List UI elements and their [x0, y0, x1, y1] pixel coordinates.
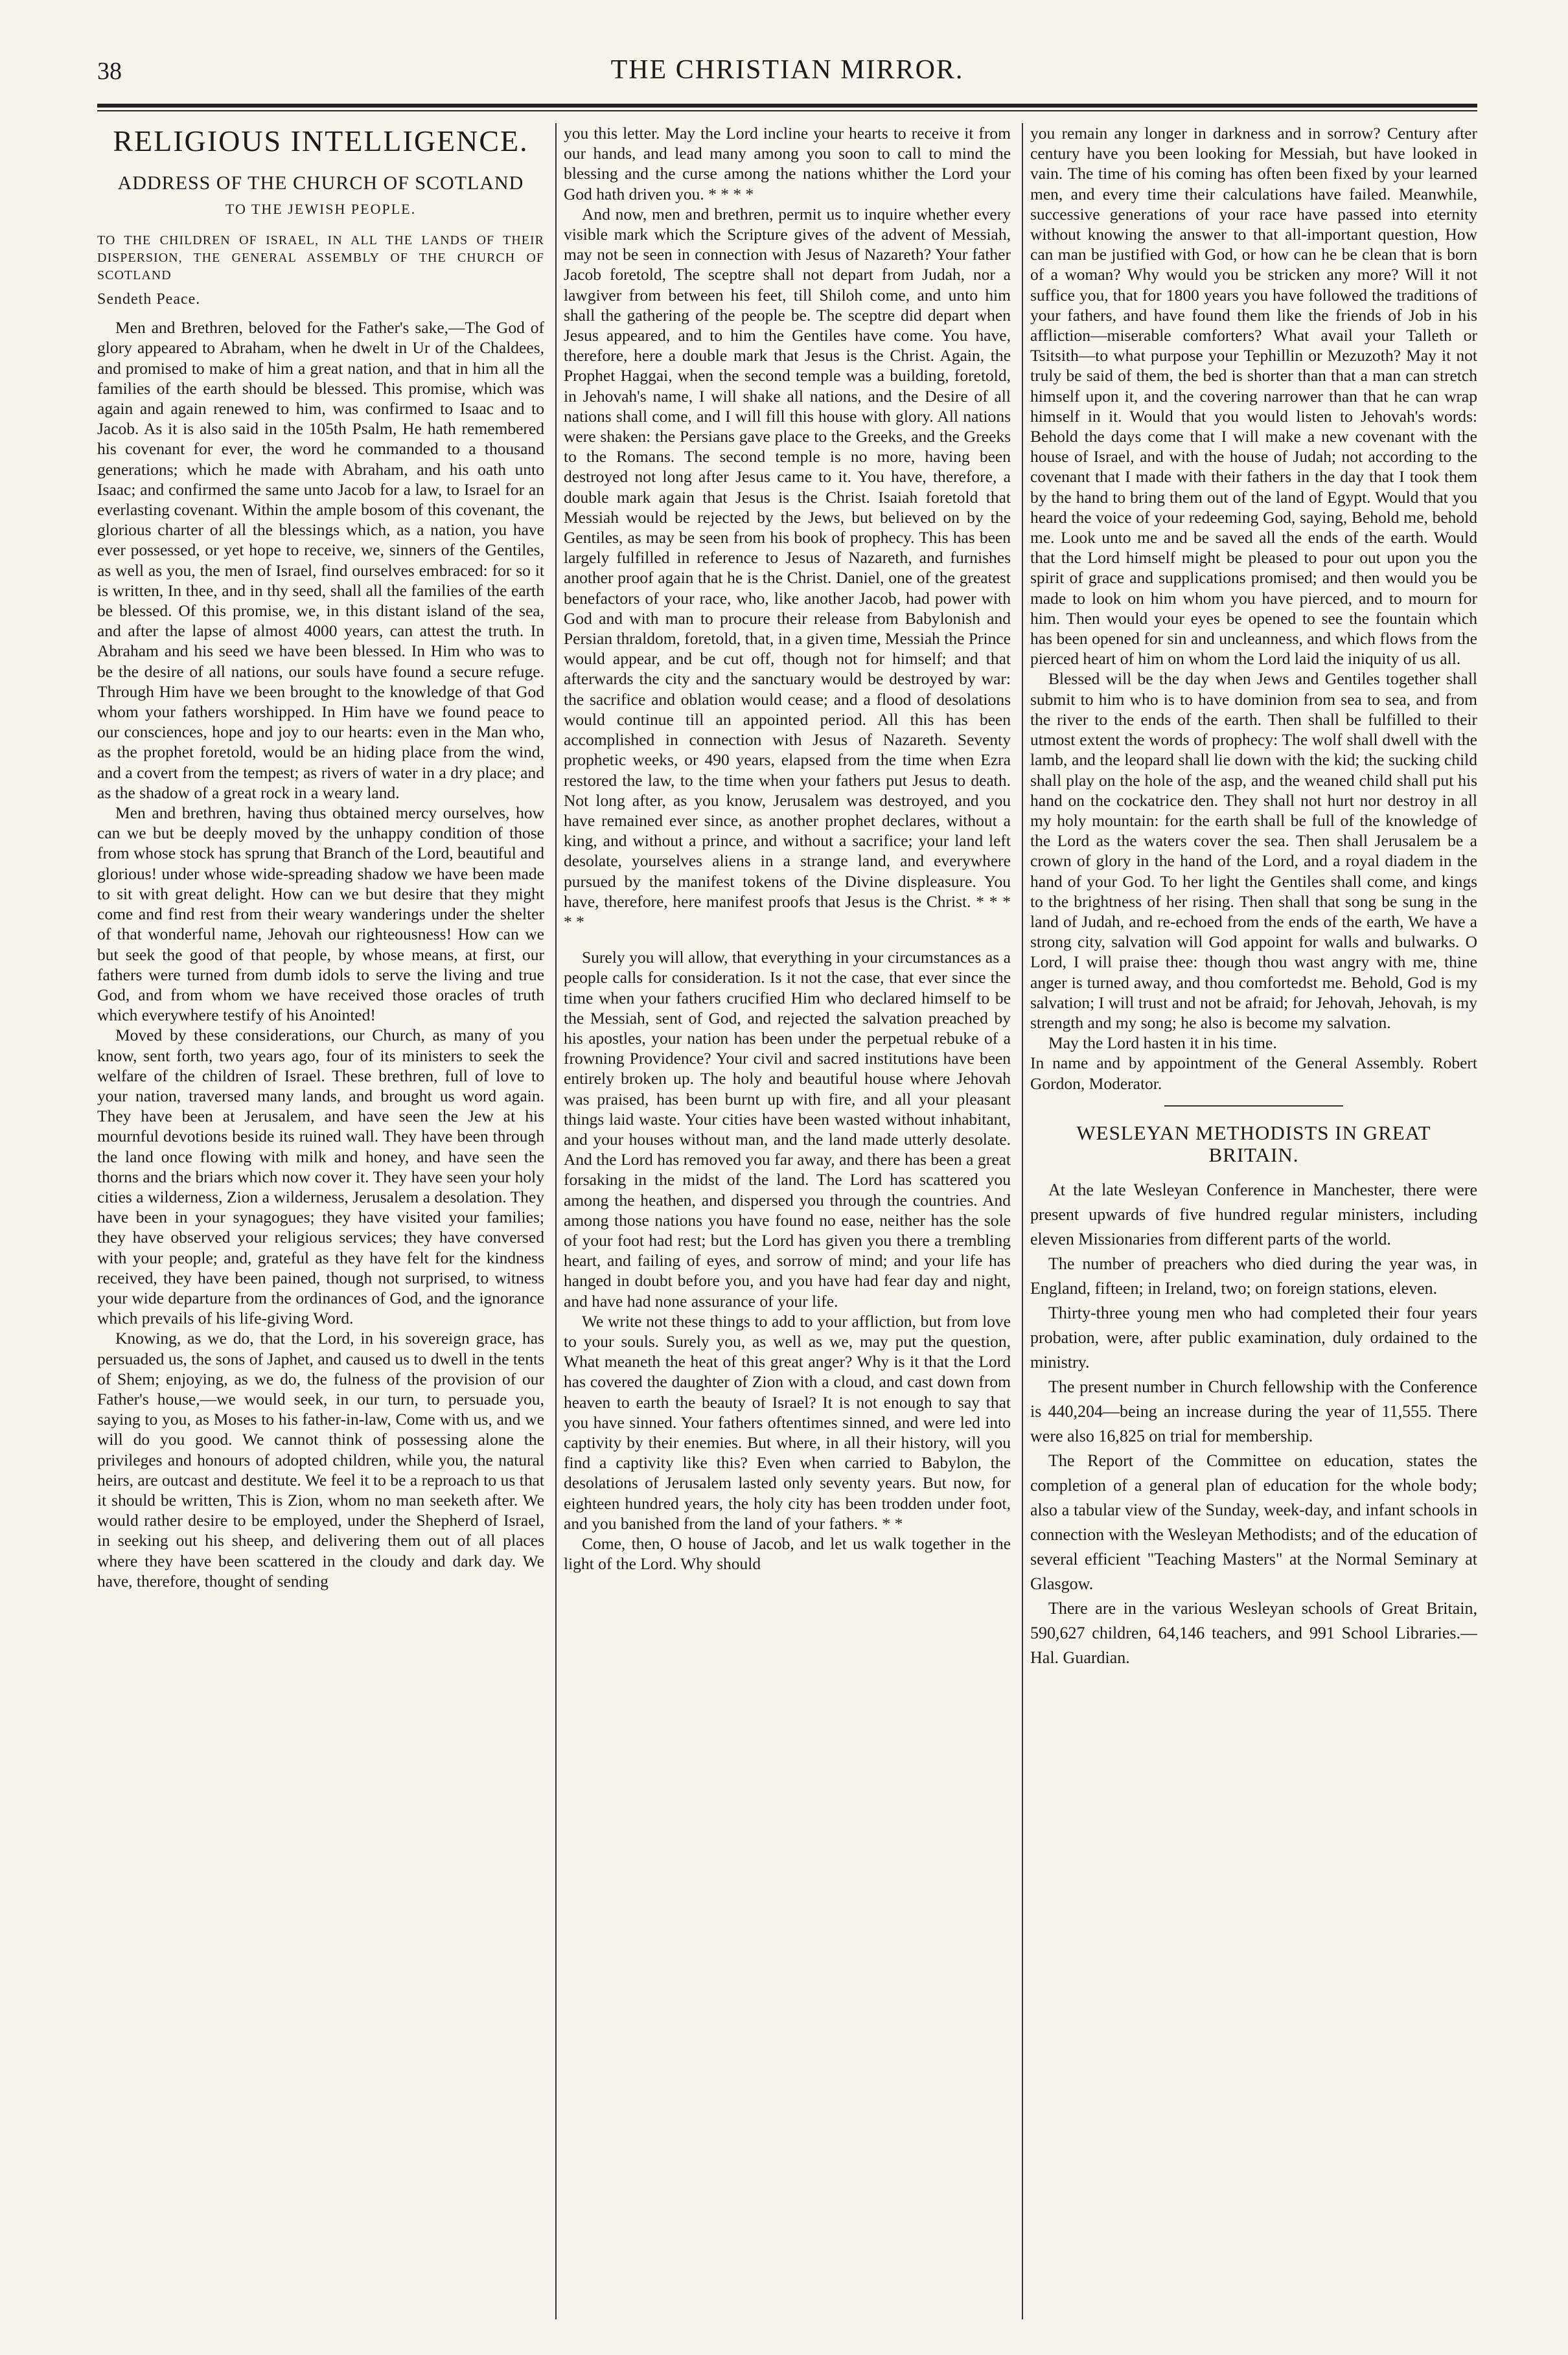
- paragraph: Surely you will allow, that everything in your circumstances as a people calls for consideration. Is it not the case, that ever since the time when your fathers crucified Him who declared himself to be the Messiah, sent of God, and rejected the salvation preached by his apostles, your nation has been under the perpetual rebuke of a frowning Providence? Your civil and sacred institutions have been entirely broken up. The holy and beautiful house where Jehovah was praised, has been burnt up with fire, and all your pleasant things laid waste. Your cities have been wasted without inhabitant, and your houses without man, and the land made utterly desolate. And the Lord has removed you far away, and there has been a great forsaking in the midst of the land. The Lord has scattered you among the heathen, and dispersed you through the countries. And among those nations you have found no ease, neither has the sole of your foot had rest; but the Lord has given you there a trembling heart, and failing of eyes, and sorrow of mind; and your life has hanged in doubt before you, and you have had fear day and night, and have had none assurance of your life.: [564, 948, 1011, 1311]
- column-divider: [555, 123, 557, 2319]
- column-3: [1030, 123, 1477, 2319]
- paragraph: Come, then, O house of Jacob, and let us walk together in the light of the Lord. Why should: [564, 1534, 1011, 1574]
- running-title: THE CHRISTIAN MIRROR.: [610, 55, 964, 85]
- paragraph: Knowing, as we do, that the Lord, in his sovereign grace, has persuaded us, the sons of Japhet, and caused us to dwell in the tents of Shem; enjoying, as we do, the fulness of the provision of our Father's house,—we would seek, in our turn, to persuade you, saying to you, as Moses to his father-in-law, Come with us, and we will do you good. We cannot think of possessing alone the privileges and honours of adopted children, while you, the natural heirs, are outcast and destitute. We feel it to be a reproach to us that it should be written, This is Zion, whom no man seeketh after. We would rather desire to be employed, under the Shepherd of Israel, in seeking out his sheep, and delivering them out of all places where they have been scattered in the cloudy and dark day. We have, therefore, thought of sending: [97, 1329, 544, 1591]
- article-subtitle-2: TO THE JEWISH PEOPLE.: [225, 201, 417, 217]
- header-rule-thin: [97, 110, 1477, 111]
- paragraph: you remain any longer in darkness and in sorrow? Century after century have you been looking for Messiah, but have looked in vain. The time of his coming has often been fixed by your learned men, and every time their calculations have failed. Meanwhile, successive generations of your race have passed into eternity without knowing the answer to that all-important question, How can man be justified with God, or how can he be clean that is born of a woman? Why would you be stricken any more? Will it not suffice you, that for 1800 years you have followed the traditions of your fathers, and have found them like the friends of Job in his affliction—miserable comforters? What avail your Talleth or Tsitsith—to what purpose your Tephillin or Mezuzoth? May it not truly be said of them, the bed is shorter than that a man can stretch himself upon it, and the covering narrower than that he can wrap himself in it. Would that you would listen to Jehovah's words: Behold the days come that I will make a new covenant with the house of Israel, and with the house of Judah; not according to the covenant that I made with their fathers in the day that I took them by the hand to bring them out of the land of Egypt. Would that you heard the voice of your redeeming God, saying, Behold me, behold me. Look unto me and be saved all the ends of the earth. Would that the Lord himself might be pleased to pour out upon you the spirit of grace and supplications promised; and then would you be made to look on him whom you have pierced, and to mourn for him. Then would your eyes be opened to see the fountain which has been opened for sin and uncleanness, and which flows from the pierced heart of him on whom the Lord laid the iniquity of us all.: [1030, 124, 1477, 669]
- address-recipients: TO THE CHILDREN OF ISRAEL, IN ALL THE LANDS OF THEIR DISPERSION, THE GENERAL ASSEMBLY OF THE CHURCH OF SCOTLAND: [97, 233, 544, 282]
- paragraph: Men and Brethren, beloved for the Father's sake,—The God of glory appeared to Abraham, when he dwelt in Ur of the Chaldees, and promised to make of him a great nation, and that in him all the families of the earth should be blessed. This promise, which was again and again renewed to him, was confirmed to Isaac and to Jacob. As it is also said in the 105th Psalm, He hath remembered his covenant for ever, the word he commanded to a thousand generations; which he made with Abraham, and his oath unto Isaac; and confirmed the same unto Jacob for a law, to Israel for an everlasting covenant. Within the ample bosom of this covenant, the glorious charter of all the blessings which, as a nation, you have ever possessed, or yet hope to receive, we, sinners of the Gentiles, as well as you, the men of Israel, find ourselves embraced: for so it is written, In thee, and in thy seed, shall all the families of the earth be blessed. Of this promise, we, in this distant island of the sea, and after the lapse of almost 4000 years, can attest the truth. In Abraham and his seed we have been blessed. In Him who was to be the desire of all nations, our souls have found a secure refuge. Through Him have we been brought to the knowledge of that God whom your fathers worshipped. In Him have we found peace to our consciences, hope and joy to our hearts: even in the Man who, as the prophet foretold, would be an hiding place from the wind, and a covert from the tempest; as rivers of water in a dry place; and as the shadow of a great rock in a weary land.: [97, 318, 544, 802]
- greeting: Sendeth Peace.: [97, 291, 201, 308]
- page-header: [97, 52, 1477, 97]
- column-2: [564, 123, 1011, 2319]
- column-divider: [1022, 123, 1023, 2319]
- section-title: RELIGIOUS INTELLIGENCE.: [113, 124, 529, 157]
- paragraph: And now, men and brethren, permit us to inquire whether every visible mark which the Scripture gives of the advent of Messiah, may not be seen in connection with Jesus of Nazareth? Your father Jacob foretold, The sceptre shall not depart from Judah, nor a lawgiver from between his feet, till Shiloh come, and unto him shall the gathering of the people be. The sceptre did depart when Jesus appeared, and to him the Gentiles have come. You have, therefore, here a double mark that Jesus is the Christ. Again, the Prophet Haggai, when the second temple was a building, foretold, in Jehovah's name, I will shake all nations, and the Desire of all nations shall come, and I will fill this house with glory. All nations were shaken: the Persians gave place to the Greeks, and the Greeks to the Romans. The second temple is no more, having been destroyed not long after Jesus came to it. You have, therefore, a double mark again that Jesus is the Christ. Isaiah foretold that Messiah would be rejected by the Jews, but believed on by the Gentiles, as may be seen from his book of prophecy. This has been largely fulfilled in reference to Jesus of Nazareth, and furnishes another proof again that he is the Christ. Daniel, one of the greatest benefactors of your race, who, like another Jacob, had power with God and with man to procure their release from Babylonish and Persian thraldom, foretold, that, in a given time, Messiah the Prince would appear, and be cut off, though not for himself; and that afterwards the city and the sanctuary would be destroyed by war: the sacrifice and oblation would cease; and a flood of desolations would continue till an appointed period. All this has been accomplished in connection with Jesus of Nazareth. Seventy prophetic weeks, or 490 years, elapsed from the time when Ezra restored the law, to the time when your fathers put Jesus to death. Not long after, as you know, Jerusalem was destroyed, and you have remained ever since, as another prophet declares, without a king, and without a prince, and without a sacrifice; your land left desolate, yourselves aliens in a strange land, and everywhere pursued by the manifest tokens of the Divine displeasure. You have, therefore, here manifest proofs that Jesus is the Christ. * * * * *: [564, 204, 1011, 931]
- paragraph: The Report of the Committee on education, states the completion of a general plan of education for the whole body; also a tabular view of the Sunday, week-day, and infant schools in connection with the Wesleyan Methodists; and of the education of several efficient "Teaching Masters" at the Normal Seminary at Glasgow.: [1030, 1451, 1477, 1593]
- paragraph: Moved by these considerations, our Church, as many of you know, sent forth, two years ago, four of its ministers to seek the welfare of the children of Israel. These brethren, full of love to your nation, traversed many lands, and brought us word again. They have been at Jerusalem, and have seen the Jew at his mournful devotions beside its ruined wall. They have been through the land once flowing with milk and honey, and have seen the thorns and the briars which now cover it. They have seen your holy cities a wilderness, Zion a wilderness, Jerusalem a desolation. They have been in your synagogues; they have visited your families; they have observed your religious services; they have conversed with your people; and, grateful as they have felt for the kindness received, they have been pained, though not surprised, to witness your wide departure from the ordinances of God, and the ignorance which prevails of his life-giving Word.: [97, 1026, 544, 1328]
- article-subtitle: ADDRESS OF THE CHURCH OF SCOTLAND: [117, 172, 524, 194]
- paragraph: Blessed will be the day when Jews and Gentiles together shall submit to him who is to have dominion from sea to sea, and from the river to the ends of the earth. Then shall be fulfilled to their utmost extent the words of prophecy: The wolf shall dwell with the lamb, and the leopard shall lie down with the kid; the sucking child shall play on the hole of the asp, and the weaned child shall put his hand on the cockatrice den. They shall not hurt nor destroy in all my holy mountain: for the earth shall be full of the knowledge of the Lord as the waters cover the sea. Then shall Jerusalem be a crown of glory in the hand of the Lord, and a royal diadem in the hand of your God. To her light the Gentiles shall come, and kings to the brightness of her rising. Then shall that song be sung in the land of Judah, and re-echoed from the ends of the earth, We have a strong city, salvation will God appoint for walls and bulwarks. O Lord, I will praise thee: though thou wast angry with me, thine anger is turned away, and thou comfortedst me. Behold, God is my salvation; I will trust and not be afraid; for Jehovah, Jehovah, is my strength and my song; he also is become my salvation.: [1030, 669, 1477, 1032]
- paragraph: Thirty-three young men who had completed their four years probation, were, after public examination, duly ordained to the ministry.: [1030, 1303, 1477, 1372]
- paragraph: We write not these things to add to your affliction, but from love to your souls. Surely you, as well as we, may put the question, What meaneth the heat of this great anger? Why is it that the Lord has covered the daughter of Zion with a cloud, and cast down from heaven to earth the beauty of Israel? It is not enough to say that you have sinned. Your fathers oftentimes sinned, and were led into captivity by their enemies. But where, in all their history, will you find a captivity like this? Even when carried to Babylon, the desolations of Jerusalem lasted only seventy years. But now, for eighteen hundred years, the holy city has been trodden under foot, and you banished from the land of your fathers. * *: [564, 1311, 1011, 1533]
- header-rule: [97, 104, 1477, 108]
- paragraph: you this letter. May the Lord incline your hearts to receive it from our hands, and lead many among you soon to call to mind the blessing and the curse among the nations whither the Lord your God hath driven you. * * * *: [564, 124, 1011, 203]
- paragraph: The present number in Church fellowship with the Conference is 440,204—being an increase during the year of 11,555. There were also 16,825 on trial for membership.: [1030, 1377, 1477, 1445]
- paragraph: The number of preachers who died during the year was, in England, fifteen; in Ireland, two; on foreign stations, eleven.: [1030, 1254, 1477, 1298]
- paragraph: There are in the various Wesleyan schools of Great Britain, 590,627 children, 64,146 teachers, and 991 School Libraries.—Hal. Guardian.: [1030, 1598, 1477, 1667]
- page-number: 38: [97, 58, 122, 85]
- article-title-wesleyan: WESLEYAN METHODISTS IN GREAT BRITAIN.: [1076, 1121, 1431, 1166]
- signoff: In name and by appointment of the General Assembly. Robert Gordon, Moderator.: [1030, 1053, 1477, 1093]
- wesleyan-article: [1030, 1178, 1477, 1670]
- column-1: [97, 123, 544, 2319]
- paragraph: Men and brethren, having thus obtained mercy ourselves, how can we but be deeply moved by the unhappy condition of those from whose stock has sprung that Branch of the Lord, beautiful and glorious! under whose wide-spreading shadow we have been made to sit with great delight. How can we but desire that they might come and find rest from their weary wanderings under the shelter of that wonderful name, Jehovah our righteousness! How can we but seek the good of that people, by whose means, at first, our fathers were turned from dumb idols to serve the living and true God, and from whom we have received those oracles of truth which everywhere testify of his Anointed!: [97, 803, 544, 1025]
- paragraph: At the late Wesleyan Conference in Manchester, there were present upwards of five hundred regular ministers, including eleven Missionaries from different parts of the world.: [1030, 1180, 1477, 1248]
- paragraph: May the Lord hasten it in his time.: [1048, 1033, 1277, 1053]
- separator-rule: [1164, 1105, 1343, 1107]
